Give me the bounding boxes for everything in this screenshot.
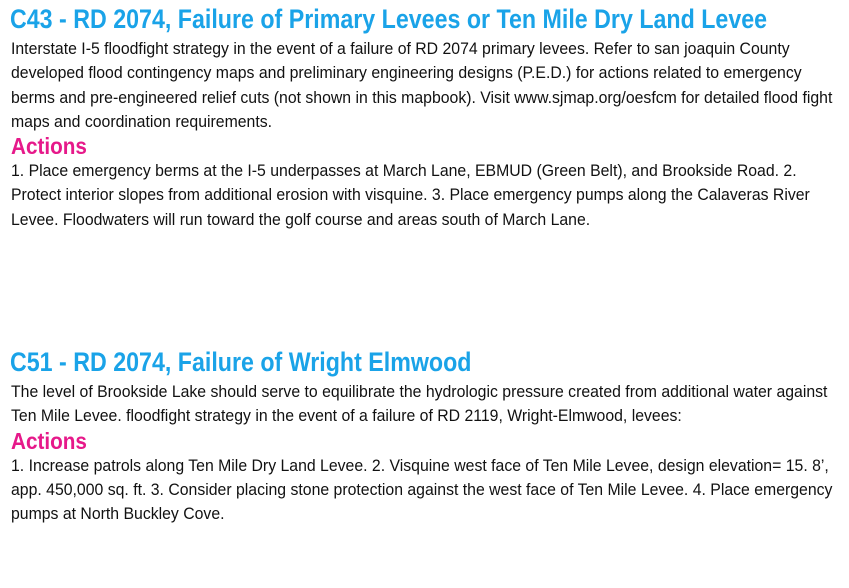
section-title: C51 - RD 2074, Failure of Wright Elmwood xyxy=(10,347,472,377)
section-description: The level of Brookside Lake should serve to equilibrate the hydrologic pressure created from additional water against Ten Mile Levee. floodfight strategy in the event of a failure of RD 2119, Wright-Elmwood, levees: xyxy=(11,382,828,426)
section-title: C43 - RD 2074, Failure of Primary Levees or Ten Mile Dry Land Levee xyxy=(10,4,768,34)
section-c51 xyxy=(10,347,839,526)
section-c43 xyxy=(10,4,839,232)
actions-heading: Actions xyxy=(11,427,87,454)
section-description: Interstate I-5 floodfight strategy in the event of a failure of RD 2074 primary levees. Refer to san joaquin County developed flood contingency maps and preliminary engineering designs (P.E.D.) for actions related to emergency berms and pre-engineered relief cuts (not shown in this mapbook). Visit www.sjmap.org/oesfcm for detailed flood fight maps and coordination requirements. xyxy=(11,39,833,131)
actions-text: 1. Place emergency berms at the I-5 underpasses at March Lane, EBMUD (Green Belt), and Brookside Road. 2. Protect interior slopes from additional erosion with visquine. 3. Place emergency pumps along the Calaveras River Levee. Floodwaters will run toward the golf course and areas south of March Lane. xyxy=(11,161,810,229)
actions-heading: Actions xyxy=(11,133,87,160)
actions-text: 1. Increase patrols along Ten Mile Dry Land Levee. 2. Visquine west face of Ten Mile Levee, design elevation= 15. 8’, app. 450,000 sq. ft. 3. Consider placing stone protection against the west face of Ten Mile Levee. 4. Place emergency pumps at North Buckley Cove. xyxy=(11,455,833,524)
